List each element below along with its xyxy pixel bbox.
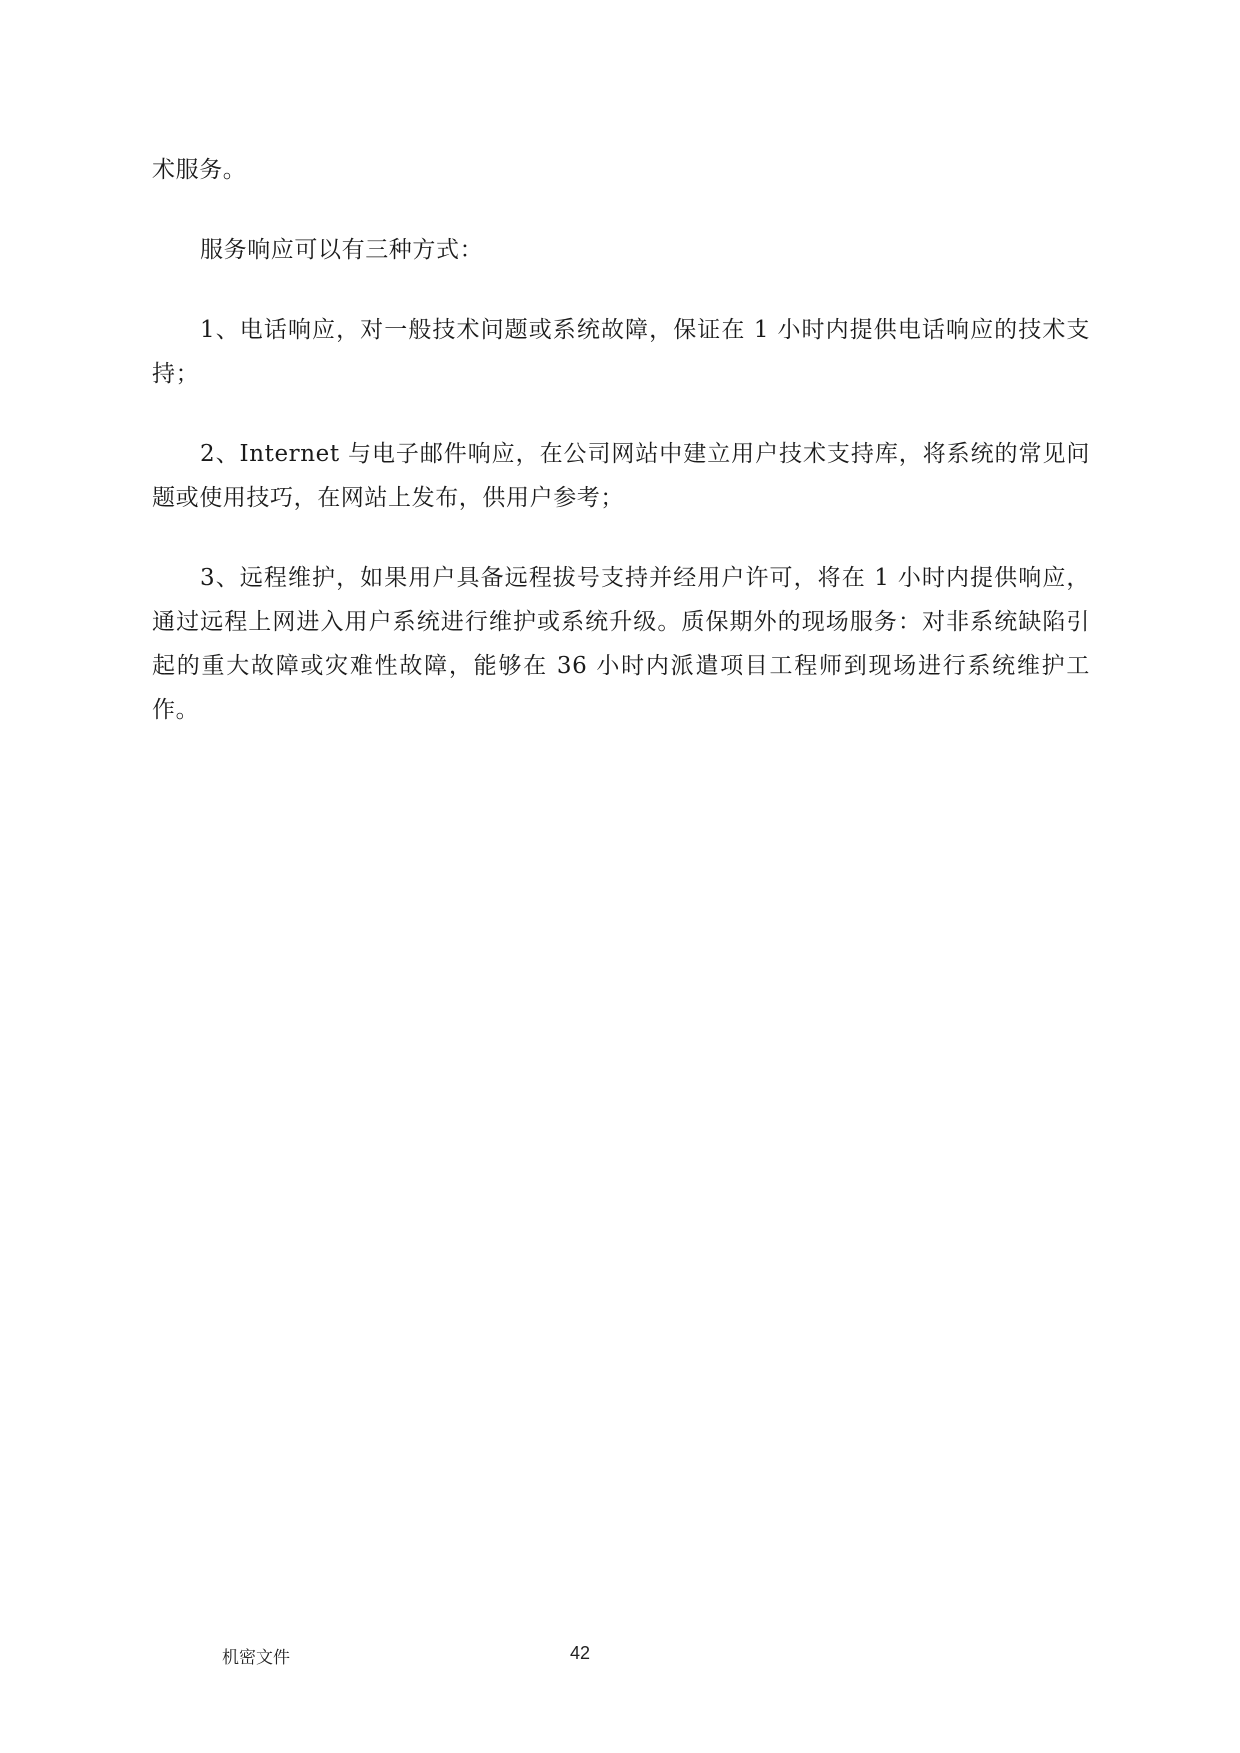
- body-text: [152, 148, 1090, 768]
- paragraph-remote-maintenance: 3、远程维护，如果用户具备远程拔号支持并经用户许可，将在 1 小时内提供响应，通过远程上网进入用户系统进行维护或系统升级。质保期外的现场服务：对非系统缺陷引起的重大故障或灾难性故障，能够在 36 小时内派遣项目工程师到现场进行系统维护工作。: [152, 565, 1090, 723]
- footer-confidential-label: 机密文件: [222, 1648, 290, 1668]
- footer-page-number: 42: [570, 1643, 591, 1663]
- paragraph-intro: 服务响应可以有三种方式：: [200, 237, 484, 263]
- paragraph-continuation: 术服务。: [152, 157, 247, 183]
- paragraph-internet-response: 2、Internet 与电子邮件响应，在公司网站中建立用户技术支持库，将系统的常见问题或使用技巧，在网站上发布，供用户参考；: [152, 441, 1090, 511]
- paragraph-phone-response: 1、电话响应，对一般技术问题或系统故障，保证在 1 小时内提供电话响应的技术支持；: [152, 317, 1090, 387]
